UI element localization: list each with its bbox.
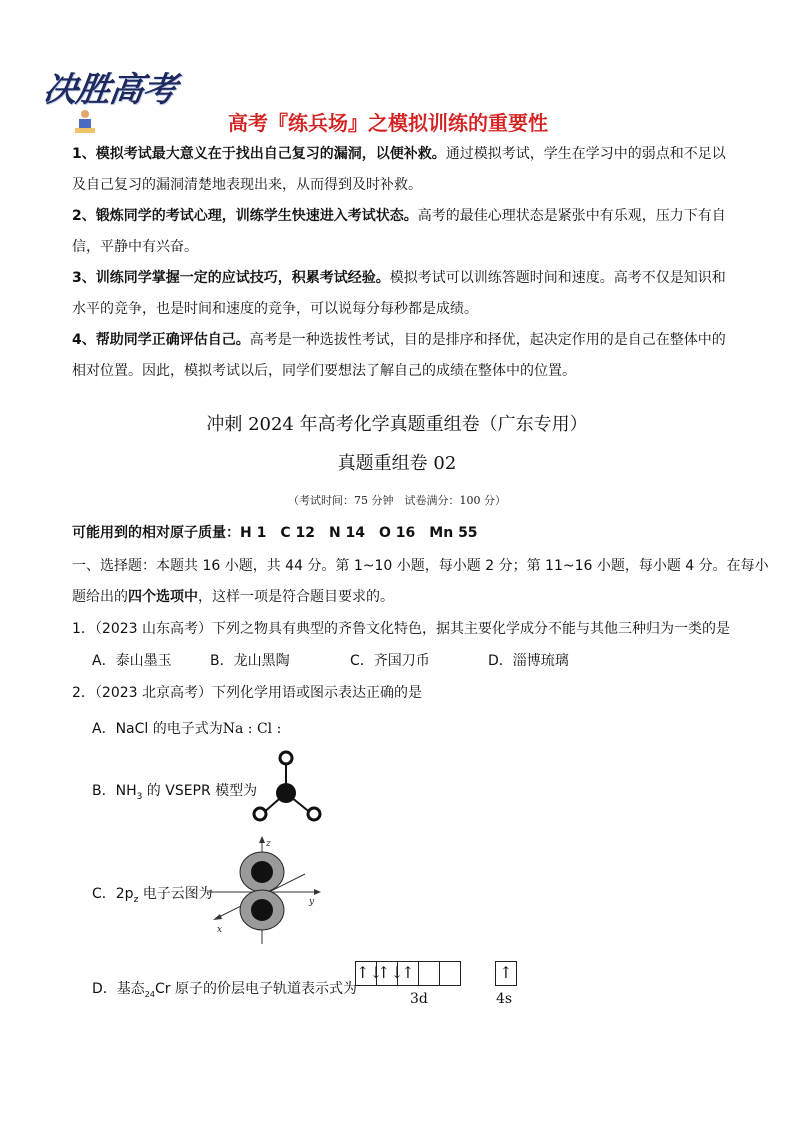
exam-subtitle: 真题重组卷 02 [337,453,457,474]
q2-option-c-sub: z [133,894,139,905]
section-intro-2b: 四个选项中 [128,589,198,605]
q2-option-a [92,718,281,738]
orbital-3d-label: 3d [410,991,428,1007]
atomic-mass-label: 可能用到的相对原子质量：H 1 C 12 N 14 O 16 Mn 55 [72,525,478,541]
section-intro-1: 一、选择题：本题共 16 小题，共 44 分。第 1~10 小题，每小题 2 分；第 11~16 小题，每小题 4 分。在每小 [72,558,769,574]
brand-logo [40,62,179,142]
exam-title: 冲刺 2024 年高考化学真题重组卷（广东专用） [206,414,588,435]
q2-option-c-text-2: 电子云图为 [138,886,213,902]
axis-z-label: z [266,839,271,849]
student-reading-icon [72,108,98,136]
section-intro-2 [72,586,394,606]
nacl-formula: Na : Cl : [222,721,282,737]
orbital-3d-group [355,961,460,986]
q2-option-d-text-1: D．基态 [92,981,145,997]
q1-option-d: D．淄博琉璃 [488,653,569,669]
q1-option-c: C．齐国刀币 [350,653,430,669]
q2-option-b-text-1: B．NH [92,783,137,799]
orbital-3d-box [418,961,440,986]
point-1-bold: 1、模拟考试最大意义在于找出自己复习的漏洞，以便补救。 [72,146,446,162]
orbital-4s-box: ↑ [495,961,517,986]
logo-text: 决胜高考 [40,70,179,110]
point-2 [72,201,732,263]
q2-option-c [92,883,213,905]
q2-option-b-text-2: 的 VSEPR 模型为 [142,783,258,799]
q2-option-b-sub: 3 [136,791,143,802]
orbital-4s-group [495,961,516,986]
exam-note: （考试时间：75 分钟 试卷满分：100 分） [288,494,506,507]
point-2-bold: 2、锻炼同学的考试心理，训练学生快速进入考试状态。 [72,208,418,224]
q1-stem: 1．（2023 山东高考）下列之物具有典型的齐鲁文化特色，据其主要化学成分不能与其他三种归为一类的是 [72,621,730,637]
page-title: 高考『练兵场』之模拟训练的重要性 [228,111,548,135]
point-1-text: 通过模拟考试，学生在学习中的弱点和不足以及自己复习的漏洞清楚地表现出来，从而得到及时补救。 [72,146,726,193]
q2-option-d-text-2: Cr 原子的价层电子轨道表示式为 [154,981,357,997]
point-3 [72,263,732,325]
q2-option-a-text: A．NaCl 的电子式为 [92,721,223,737]
axis-y-label: y [309,897,315,907]
point-3-text: 模拟考试可以训练答题时间和速度。高考不仅是知识和水平的竞争，也是时间和速度的竞争，可以说每分每秒都是成绩。 [72,270,726,317]
q2-option-d [92,978,357,999]
q1-option-b: B．龙山黑陶 [210,653,290,669]
section-intro-2c: ，这样一项是符合题目要求的。 [198,589,394,605]
q2-option-d-sub: 24 [144,989,155,999]
section-intro-2a: 题给出的 [72,589,128,605]
q2-option-b [92,780,257,802]
q2-stem: 2．（2023 北京高考）下列化学用语或图示表达正确的是 [72,685,422,701]
vsepr-model-diagram [248,748,328,826]
electron-cloud-diagram [205,834,325,946]
point-2-text: 高考的最佳心理状态是紧张中有乐观，压力下有自信，平静中有兴奋。 [72,208,726,255]
orbital-3d-box: ↑↓ [355,961,377,986]
point-4 [72,325,732,387]
atomic-mass-line [72,522,478,542]
q1-option-a: A．泰山墨玉 [92,653,172,669]
point-4-bold: 4、帮助同学正确评估自己。 [72,332,250,348]
orbital-3d-box: ↑ [397,961,419,986]
orbital-3d-box [439,961,461,986]
point-1 [72,139,732,201]
axis-x-label: x [217,925,223,935]
q2-option-c-text-1: C．2p [92,886,134,902]
orbital-3d-box: ↑↓ [376,961,398,986]
point-4-text: 高考是一种选拔性考试，目的是排序和择优，起决定作用的是自己在整体中的相对位置。因此，模拟考试以后，同学们要想法了解自己的成绩在整体中的位置。 [72,332,726,379]
orbital-4s-label: 4s [496,991,513,1007]
point-3-bold: 3、训练同学掌握一定的应试技巧，积累考试经验。 [72,270,390,286]
